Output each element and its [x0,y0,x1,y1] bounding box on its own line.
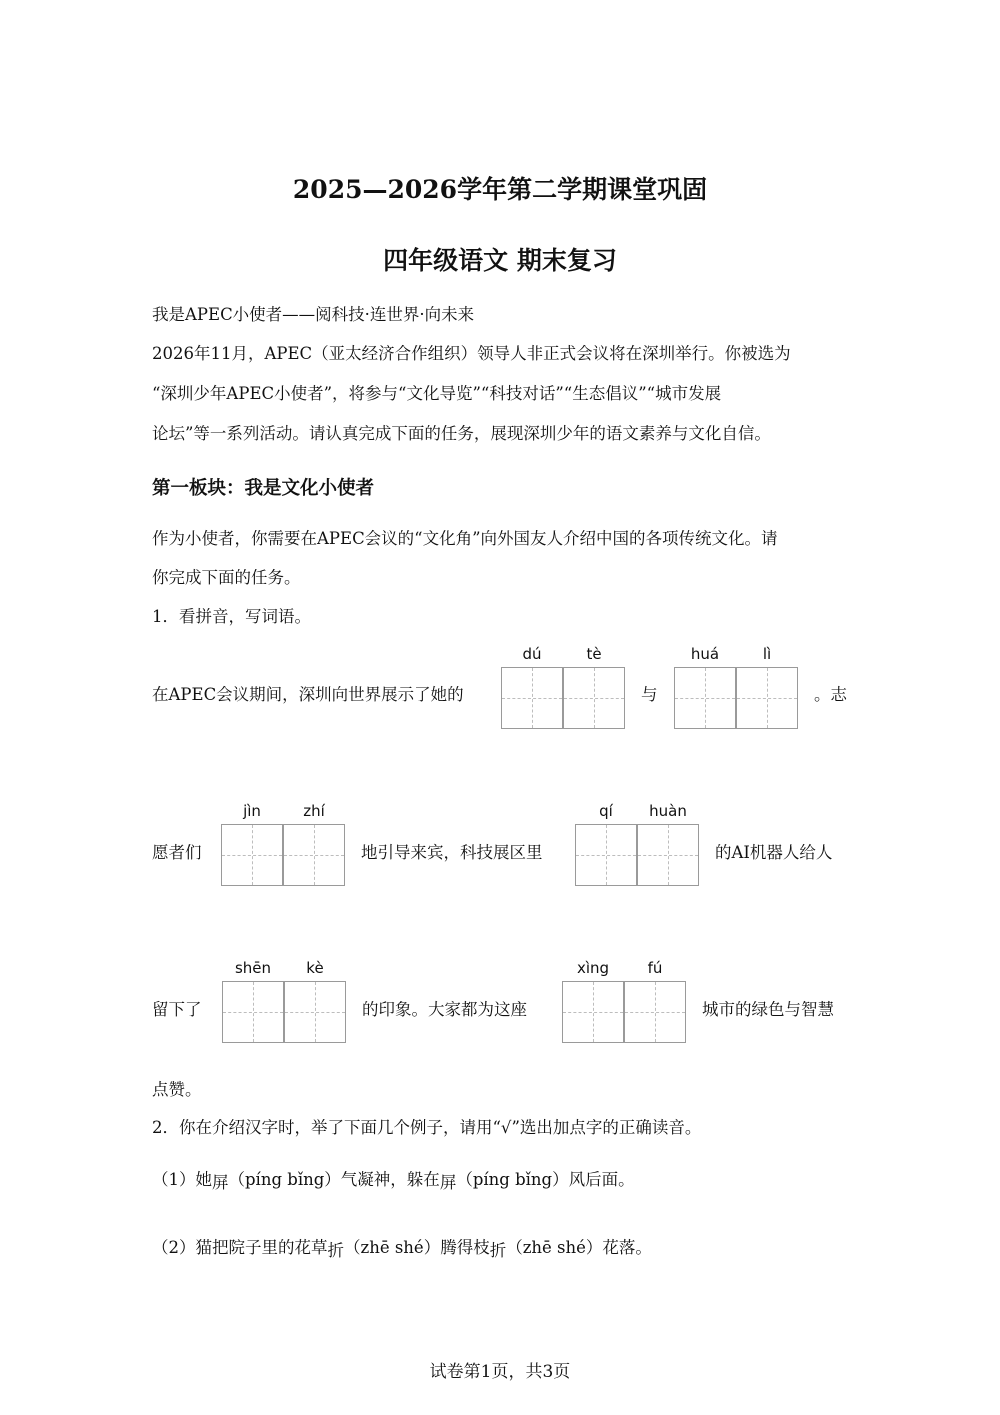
pinyin-label: dú [522,645,542,663]
tian-grid-box[interactable] [637,824,699,886]
item-text[interactable]: （píng bǐng）气凝神，躲在 [228,1170,440,1189]
section-title: 第一板块：我是文化小使者 [152,478,375,499]
dotted-character: 折 [489,1241,507,1260]
page-footer: 试卷第1页，共3页 [429,1362,571,1382]
pinyin-label: shēn [234,959,272,977]
sentence-fragment: 在APEC会议期间，深圳向世界展示了她的 [152,685,464,704]
question-2-item-2 [152,1238,652,1258]
pinyin-label: huá [690,645,720,663]
tian-grid-box[interactable] [222,981,284,1043]
intro-heading: 我是APEC小使者——阅科技·连世界·向未来 [152,305,475,324]
pinyin-label: tè [586,645,602,663]
tian-grid-box[interactable] [284,981,346,1043]
tian-grid-box[interactable] [501,667,563,729]
sentence-fragment: 城市的绿色与智慧 [702,1000,834,1019]
sentence-end: 点赞。 [152,1080,202,1099]
pinyin-label: fú [647,959,663,977]
exam-title: 2025—2026学年第二学期课堂巩固 [292,175,708,204]
question-1-label: 1．看拼音，写词语。 [152,607,311,626]
sentence-fragment: 的AI机器人给人 [715,843,833,862]
pinyin-label: zhí [303,802,325,820]
tian-grid-box[interactable] [563,667,625,729]
tian-grid-box[interactable] [736,667,798,729]
question-2-label: 2．你在介绍汉字时，举了下面几个例子，请用“√”选出加点字的正确读音。 [152,1118,702,1137]
question-2-item-1 [152,1170,635,1190]
pinyin-label: lì [762,645,772,663]
tian-grid-box[interactable] [674,667,736,729]
item-text: 她 [195,1170,212,1189]
dotted-character: 折 [327,1241,344,1260]
tian-grid-box[interactable] [221,824,283,886]
item-number: （2） [152,1238,196,1257]
item-text[interactable]: （píng bǐng）风后面。 [456,1170,635,1189]
item-text[interactable]: （zhē shé）腾得枝 [344,1238,490,1257]
pinyin-label: kè [306,959,324,977]
sentence-fragment: 与 [641,685,658,704]
intro-line-3: 论坛”等一系列活动。请认真完成下面的任务，展现深圳少年的语文素养与文化自信。 [152,424,771,443]
pinyin-label: jìn [243,802,261,820]
exam-subtitle: 四年级语文 期末复习 [383,246,617,275]
intro-line-2: “深圳少年APEC小使者”，将参与“文化导览”“科技对话”“生态倡议”“城市发展 [152,384,722,403]
sentence-fragment: 地引导来宾，科技展区里 [361,843,543,862]
sentence-fragment: 。志 [814,685,847,704]
item-text: 猫把院子里的花草 [195,1238,328,1257]
intro-line-1: 2026年11月，APEC（亚太经济合作组织）领导人非正式会议将在深圳举行。你被选为 [152,344,791,363]
pinyin-label: qí [599,802,613,820]
tian-grid-box[interactable] [562,981,624,1043]
pinyin-label: xìng [576,959,610,977]
item-number: （1） [152,1170,196,1189]
tian-grid-box[interactable] [624,981,686,1043]
dotted-character: 屏 [212,1173,229,1192]
tian-grid-box[interactable] [575,824,637,886]
tian-grid-box[interactable] [283,824,345,886]
section-desc-line-2: 你完成下面的任务。 [152,568,301,587]
sentence-fragment: 愿者们 [152,843,202,862]
item-text[interactable]: （zhē shé）花落。 [506,1238,652,1257]
dotted-character: 屏 [439,1173,457,1192]
section-desc-line-1: 作为小使者，你需要在APEC会议的“文化角”向外国友人介绍中国的各项传统文化。请 [152,529,778,548]
sentence-fragment: 留下了 [152,1000,202,1019]
sentence-fragment: 的印象。大家都为这座 [362,1000,527,1019]
pinyin-label: huàn [649,802,687,820]
